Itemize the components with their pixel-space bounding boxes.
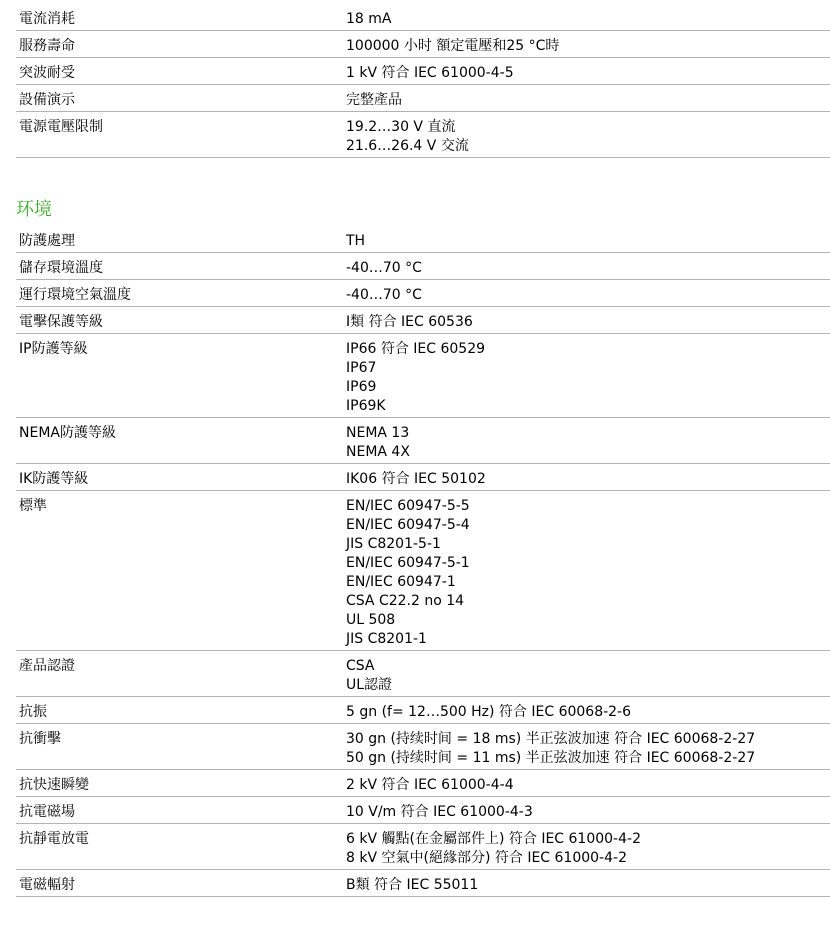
spec-label: 突波耐受 xyxy=(19,65,75,81)
spec-value-line: I類 符合 IEC 60536 xyxy=(346,314,473,330)
spec-value xyxy=(346,657,830,695)
spec-value xyxy=(346,703,830,722)
spec-label: 抗快速瞬變 xyxy=(19,777,89,793)
spec-row xyxy=(16,464,830,491)
spec-row xyxy=(16,31,830,58)
spec-label: 電源電壓限制 xyxy=(19,119,103,135)
spec-value-line: IP66 符合 IEC 60529 xyxy=(346,341,486,357)
spec-value-line: -40…70 °C xyxy=(346,260,422,276)
spec-value xyxy=(346,776,830,795)
spec-row xyxy=(16,418,830,464)
spec-value-line: 2 kV 符合 IEC 61000-4-4 xyxy=(346,777,514,793)
spec-row xyxy=(16,307,830,334)
spec-value xyxy=(346,470,830,489)
spec-row xyxy=(16,85,830,112)
spec-value-line: UL 508 xyxy=(346,612,396,628)
section-title-environment: 环境 xyxy=(16,199,52,220)
spec-value xyxy=(346,10,830,29)
spec-row xyxy=(16,651,830,697)
spec-label: 產品認證 xyxy=(19,658,75,674)
spec-row xyxy=(16,112,830,158)
spec-value-line: CSA xyxy=(346,658,375,674)
spec-row xyxy=(16,4,830,31)
spec-row xyxy=(16,797,830,824)
spec-value-line: IP67 xyxy=(346,360,377,376)
spec-value-line: 21.6…26.4 V 交流 xyxy=(346,138,469,154)
spec-value-line: TH xyxy=(346,233,366,249)
spec-value-line: 10 V/m 符合 IEC 61000-4-3 xyxy=(346,804,533,820)
spec-value xyxy=(346,730,830,768)
spec-row xyxy=(16,824,830,870)
spec-value-line: -40…70 °C xyxy=(346,287,422,303)
spec-table-environment xyxy=(16,226,830,897)
spec-row xyxy=(16,253,830,280)
spec-value-line: IK06 符合 IEC 50102 xyxy=(346,471,486,487)
spec-value-line: NEMA 13 xyxy=(346,425,410,441)
spec-value-line: IP69 xyxy=(346,379,377,395)
spec-value-line: 完整產品 xyxy=(346,92,402,108)
spec-row xyxy=(16,58,830,85)
spec-label: 抗振 xyxy=(19,704,47,720)
spec-value-line: 6 kV 觸點(在金屬部件上) 符合 IEC 61000-4-2 xyxy=(346,831,641,847)
spec-label: 運行環境空氣溫度 xyxy=(19,287,131,303)
spec-row xyxy=(16,697,830,724)
spec-value-line: 30 gn (持续时间 = 18 ms) 半正弦波加速 符合 IEC 60068-2-27 xyxy=(346,731,756,747)
spec-value xyxy=(346,803,830,822)
spec-value-line: IP69K xyxy=(346,398,386,414)
spec-row xyxy=(16,226,830,253)
spec-label: 抗靜電放電 xyxy=(19,831,89,847)
spec-value-line: 100000 小时 額定電壓和25 °C時 xyxy=(346,38,560,54)
spec-row xyxy=(16,770,830,797)
spec-value xyxy=(346,286,830,305)
spec-value-line: 1 kV 符合 IEC 61000-4-5 xyxy=(346,65,514,81)
spec-value-line: JIS C8201-1 xyxy=(346,631,427,647)
spec-label: 儲存環境溫度 xyxy=(19,260,103,276)
spec-value xyxy=(346,876,830,895)
spec-value-line: 8 kV 空氣中(絕緣部分) 符合 IEC 61000-4-2 xyxy=(346,850,627,866)
spec-value-line: 18 mA xyxy=(346,11,392,27)
spec-label: NEMA防護等級 xyxy=(19,425,116,441)
spec-value-line: EN/IEC 60947-5-5 xyxy=(346,498,470,514)
spec-row xyxy=(16,870,830,897)
spec-label: 電擊保護等級 xyxy=(19,314,103,330)
spec-label: 電流消耗 xyxy=(19,11,75,27)
spec-value-line: EN/IEC 60947-5-1 xyxy=(346,555,470,571)
spec-value-line: 5 gn (f= 12…500 Hz) 符合 IEC 60068-2-6 xyxy=(346,704,632,720)
spec-value xyxy=(346,118,830,156)
spec-label: 防護處理 xyxy=(19,233,75,249)
spec-label: IP防護等級 xyxy=(19,341,88,357)
spec-value xyxy=(346,91,830,110)
spec-value-line: NEMA 4X xyxy=(346,444,410,460)
spec-value xyxy=(346,424,830,462)
spec-row xyxy=(16,280,830,307)
spec-value xyxy=(346,830,830,868)
spec-value-line: CSA C22.2 no 14 xyxy=(346,593,465,609)
spec-value-line: JIS C8201-5-1 xyxy=(346,536,441,552)
spec-label: 設備演示 xyxy=(19,92,75,108)
spec-value-line: 50 gn (持续时间 = 11 ms) 半正弦波加速 符合 IEC 60068-2-27 xyxy=(346,750,756,766)
spec-value xyxy=(346,232,830,251)
spec-label: 抗電磁場 xyxy=(19,804,75,820)
spec-value-line: EN/IEC 60947-5-4 xyxy=(346,517,470,533)
spec-value xyxy=(346,37,830,56)
spec-label: 服務壽命 xyxy=(19,38,75,54)
spec-label: 電磁輻射 xyxy=(19,877,75,893)
spec-label: 抗衝擊 xyxy=(19,731,61,747)
spec-label: IK防護等級 xyxy=(19,471,89,487)
spec-label: 標準 xyxy=(19,498,47,514)
spec-row xyxy=(16,491,830,651)
spec-value-line: 19.2…30 V 直流 xyxy=(346,119,456,135)
spec-value xyxy=(346,64,830,83)
spec-row xyxy=(16,334,830,418)
spec-value-line: B類 符合 IEC 55011 xyxy=(346,877,479,893)
spec-value xyxy=(346,497,830,649)
spec-value xyxy=(346,313,830,332)
spec-value xyxy=(346,340,830,416)
spec-value xyxy=(346,259,830,278)
spec-row xyxy=(16,724,830,770)
spec-value-line: UL認證 xyxy=(346,677,393,693)
spec-table-general xyxy=(16,4,830,158)
spec-value-line: EN/IEC 60947-1 xyxy=(346,574,456,590)
